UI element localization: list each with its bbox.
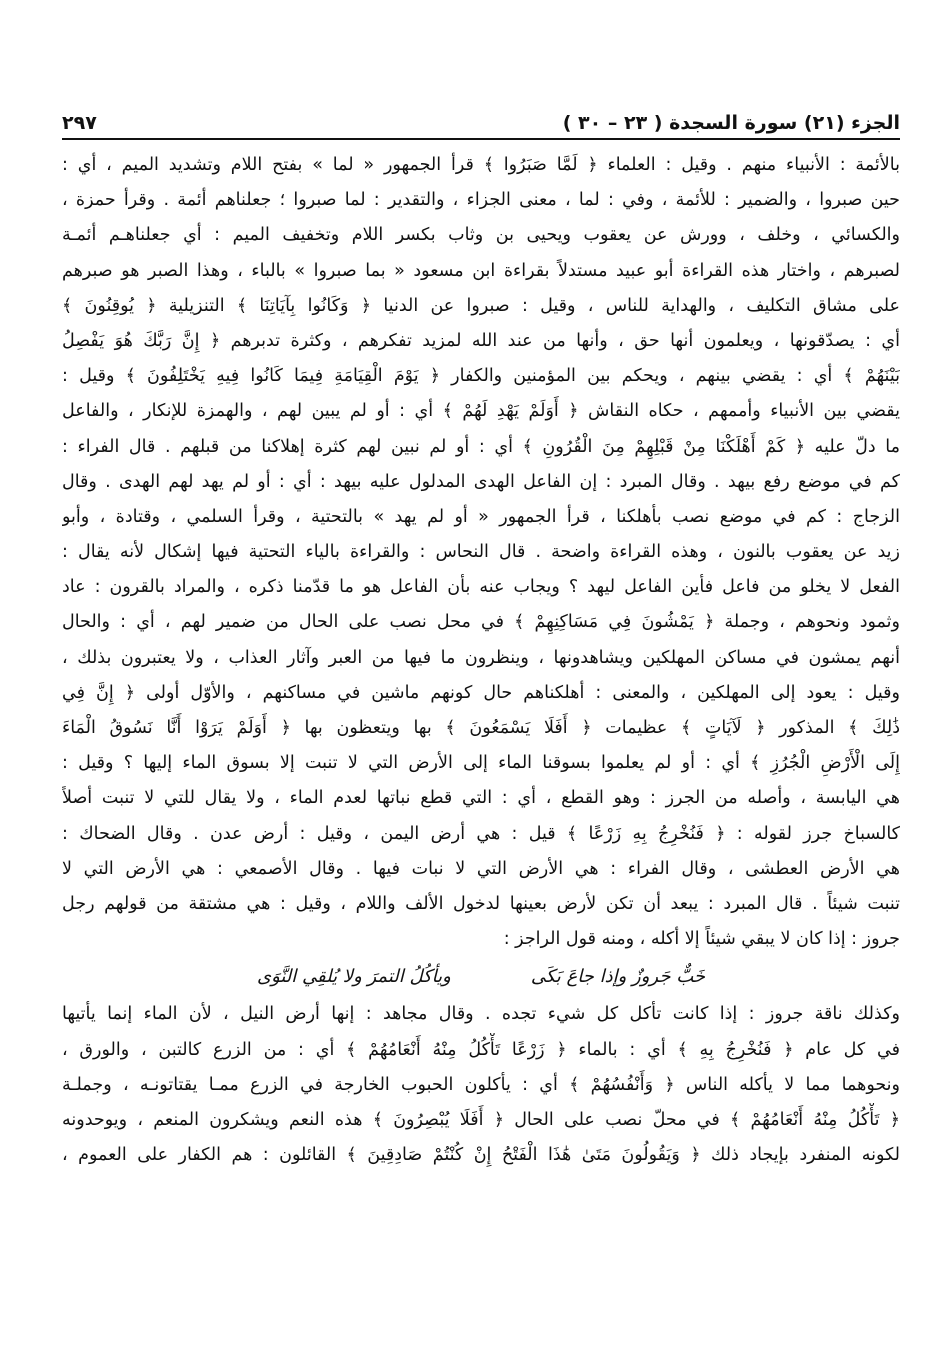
text-line: الفعل لا يخلو من فاعل فأين الفاعل ليهد ؟ ويجاب عنه بأن الفاعل هو ما قدّمنا ذكره ، والمراد بالقرون : عاد bbox=[62, 577, 900, 598]
text-line: بالأئمة : الأنبياء منهم . وقيل : العلماء ﴿ لَمَّا صَبَرُوا ﴾ قرأ الجمهور « لما » بفتح اللام وتشديد الميم ، أي : bbox=[62, 155, 900, 175]
text-line: أي : يصدّقونها ، ويعلمون أنها حق ، وأنها من عند الله لمزيد تفكرهم ، وكثرة تدبرهم ﴿ إِنَّ رَبَّكَ هُوَ يَفْصِلُ bbox=[62, 330, 900, 351]
text-line: والكسائي ، وخلف ، وورش عن يعقوب ويحيى بن وثاب بكسر اللام وتخفيف الميم : أي جعلناهـم أئمـة bbox=[62, 225, 900, 246]
poetry-verse bbox=[62, 957, 900, 997]
text-line: على مشاق التكليف ، والهداية للناس ، وقيل : صبروا عن الدنيا ﴿ وَكَانُوا بِآيَاتِنَا ﴾ التنزيلية ﴿ يُوقِنُونَ ﴾ bbox=[62, 295, 900, 316]
text-line: ﴿ تَأْكُلُ مِنْهُ أَنْعَامُهُمْ ﴾ في محلّ نصب على الحال ﴿ أَفَلَا يُبْصِرُونَ ﴾ هذه النعم ويشكرون المنعم ، ويوحدونه bbox=[62, 1109, 900, 1130]
text-line: حين صبروا ، والضمير : للأئمة ، وفي : لما ، معنى الجزاء ، والتقدير : لما صبروا ؛ جعلناهم أئمة . وقرأ حمزة ، bbox=[62, 190, 900, 211]
page-header bbox=[62, 104, 900, 140]
text-line: الزجاج : كم في موضع نصب بأهلكنا ، قرأ الجمهور « أو لم يهد » بالتحتية ، وقرأ السلمي ، وقتادة ، وأبو bbox=[62, 506, 900, 527]
tafsir-text bbox=[62, 148, 900, 1173]
verse-left-hemistich: ويأكُلُ التمرَ ولا يُلقِي النَّوَى bbox=[256, 966, 451, 988]
text-line: زيد عن يعقوب بالنون ، وهذه القراءة واضحة . قال النحاس : والقراءة بالياء التحتية فيها إشكال لأنه يقال : bbox=[62, 542, 900, 563]
text-line: في كل عام ﴿ فَنُخْرِجُ بِهِ ﴾ أي : بالماء ﴿ زَرْعًا تَأْكُلُ مِنْهُ أَنْعَامُهُمْ ﴾ أي : من الزرع كالتبن ، والورق ، bbox=[62, 1039, 900, 1060]
text-line: تنبت شيئاً . قال المبرد : يبعد أن تكن لأرض بعينها لدخول الألف واللام ، وقيل : هي مشتقة من قولهم رجل bbox=[62, 893, 900, 914]
text-line: كالسباخ جرز لقوله : ﴿ فَنُخْرِجُ بِهِ زَرْعًا ﴾ قيل : هي أرض اليمن ، وقيل : أرض عدن . وقال الضحاك : bbox=[62, 823, 900, 844]
document-page bbox=[62, 104, 900, 1173]
text-line: بَيْنَهُمْ ﴾ أي : يقضي بينهم ، ويحكم بين المؤمنين والكفار ﴿ يَوْمَ الْقِيَامَةِ فِيمَا كَانُوا فِيهِ يَخْتَلِفُونَ ﴾ وقيل : bbox=[62, 366, 900, 387]
text-line: وثمود ونحوهم ، وجملة ﴿ يَمْشُونَ فِي مَسَاكِنِهِمْ ﴾ في محل نصب على الحال من ضمير لهم ، أي : والحال bbox=[62, 612, 900, 633]
text-line: لكونه المنفرد بإيجاد ذلك ﴿ وَيَقُولُونَ مَتَىٰ هَٰذَا الْفَتْحُ إِنْ كُنْتُمْ صَادِقِينَ ﴾ القائلون : هم الكفار على العموم ، bbox=[62, 1145, 900, 1166]
text-line: ما دلّ عليه ﴿ كَمْ أَهْلَكْنَا مِنْ قَبْلِهِمْ مِنَ الْقُرُونِ ﴾ أي : أو لم نبين لهم كثرة إهلاكنا من قبلهم . قال الفراء : bbox=[62, 436, 900, 457]
text-line: كم في موضع رفع بيهد . وقال المبرد : إن الفاعل الهدى المدلول عليه بيهد : أي : أو لم يهد لهم الهدى . وقال bbox=[62, 471, 900, 492]
text-line: هي اليابسة ، وأصله من الجرز : وهو القطع ، أي : التي قطع نباتها لعدم الماء ، ولا يقال للتي لا تنبت أصلاً bbox=[62, 788, 900, 809]
text-line: أنهم يمشون في مساكن المهلكين ويشاهدونها ، وينظرون ما فيها من العبر وآثار العذاب ، ولا يعتبرون بذلك ، bbox=[62, 647, 900, 668]
verse-right-hemistich: خَبٌّ جَروزٌ وإذا جاعَ بَكَى bbox=[530, 966, 706, 988]
text-line: يقضي بين الأنبياء وأممهم ، حكاه النقاش ﴿ أَوَلَمْ يَهْدِ لَهُمْ ﴾ أي : أو لم يبين لهم ، والهمزة للإنكار ، والفاعل bbox=[62, 401, 900, 422]
text-line: ذَٰلِكَ ﴾ المذكور ﴿ لَآيَاتٍ ﴾ عظيمات ﴿ أَفَلَا يَسْمَعُونَ ﴾ بها ويتعظون بها ﴿ أَوَلَمْ يَرَوْا أَنَّا نَسُوقُ الْمَاءَ bbox=[62, 718, 900, 738]
text-line: ونحوهما مما لا يأكله الناس ﴿ وَأَنْفُسُهُمْ ﴾ أي : يأكلون الحبوب الخارجة في الزرع ممـا يقتاتونـه ، وجملـة bbox=[62, 1074, 900, 1095]
text-line: وكذلك ناقة جروز : إذا كانت تأكل كل شيء تجده . وقال مجاهد : إنها أرض النيل ، لأن الماء إنما يأتيها bbox=[62, 1004, 900, 1025]
text-line: هي الأرض العطشى ، وقال الفراء : هي الأرض التي لا نبات فيها . وقال الأصمعي : هي الأرض التي لا bbox=[62, 858, 900, 879]
text-line: جروز : إذا كان لا يبقي شيئاً إلا أكله ، ومنه قول الراجز : bbox=[503, 929, 900, 950]
page-number: ٢٩٧ bbox=[62, 112, 97, 134]
text-line: إِلَى الْأَرْضِ الْجُرُزِ ﴾ أي : أو لم يعلموا بسوقنا الماء إلى الأرض التي لا تنبت إلا بسوق الماء إليها ؟ وقيل : bbox=[62, 753, 900, 774]
text-line: لصبرهم ، واختار هذه القراءة أبو عبيد مستدلاً بقراءة ابن مسعود « بما صبروا » بالباء ، وهذا الصبر هو صبرهم bbox=[62, 260, 900, 281]
text-line: وقيل : يعود إلى المهلكين ، والمعنى : أهلكناهم حال كونهم ماشين في مساكنهم ، والأوّل أولى ﴿ إِنَّ فِي bbox=[62, 682, 900, 703]
running-head: الجزء (٢١) سورة السجدة ( ٢٣ – ٣٠ ) bbox=[562, 112, 900, 134]
